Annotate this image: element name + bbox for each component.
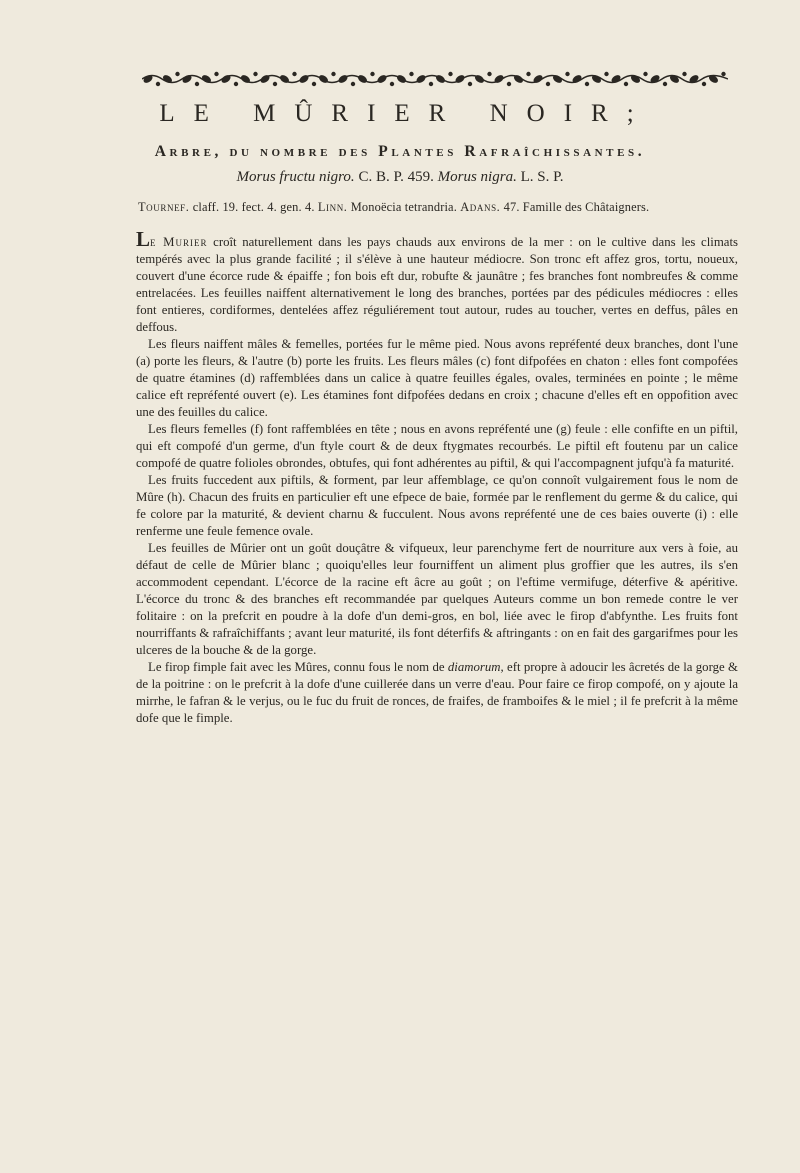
paragraph-6-text-a: Le firop fimple fait avec les Mûres, connu fous le nom de [148, 660, 445, 674]
paragraph-5: Les feuilles de Mûrier ont un goût douçâtre & vifqueux, leur parenchyme fert de nourriture aux vers à foie, au défaut de celle de Mûrier blanc ; quoiqu'elles leur fourniffent un aliment plus groffier que les autres, ils s'en accommodent cependant. L'écorce de la racine eft âcre au goût ; on l'eftime vermifuge, déterfive & apéritive. L'écorce du tronc & des branches eft recommandée par quelques Auteurs comme un bon remede contre le ver folitaire : on la prefcrit en poudre à la dofe d'un demi-gros, en bol, liée avec le firop d'abfynthe. Les fruits font nourriffants & rafraîchiffants ; avant leur maturité, ils font déterfifs & aftringants : on en fait des gargarifmes pour les ulceres de la bouche & de la gorge. [136, 541, 738, 657]
classif-text-adans: 47. Famille des Châtaigners. [503, 200, 650, 214]
paragraph-4: Les fruits fuccedent aux piftils, & forment, par leur affemblage, ce qu'on connoît vulgairement fous le nom de Mûre (h). Chacun des fruits en particulier eft une efpece de baie, formée par le renflement du germe & du calice, qui fe colore par la maturité, & devient charnu & fucculent. Nous avons repréfenté une de ces baies ouverte (i) : elle renferme une feule femence ovale. [136, 473, 738, 538]
paragraph-6 [136, 659, 738, 727]
classif-author-tournef: Tournef. [138, 200, 190, 214]
body-text [136, 227, 738, 727]
classif-author-adans: Adans. [460, 200, 501, 214]
paragraph-3: Les fleurs femelles (f) font raffemblées en tête ; nous en avons repréfenté une (g) feule : elle confifte en un piftil, qui eft compofé d'un germe, d'un ftyle court & de deux ftygmates recourbés. Le piftil eft foutenu par un calice compofé de quatre folioles obrondes, obtufes, qui font adhérentes au piftil, & qui l'accompagnent jufqu'à fa maturité. [136, 422, 738, 470]
opening-smallcaps: e Murier [150, 235, 208, 249]
page-subtitle: Arbre, du nombre des Plantes Rafraîchissantes. [154, 143, 646, 160]
latin-ref-2: L. S. P. [520, 169, 564, 185]
latin-name-1: Morus fructu nigro. [236, 169, 355, 185]
latin-name-2: Morus nigra. [437, 169, 517, 185]
paragraph-2: Les fleurs naiffent mâles & femelles, portées fur le même pied. Nous avons repréfenté deux branches, dont l'une (a) porte les fleurs, & l'autre (b) porte les fruits. Les fleurs mâles (c) font difpofées en chaton : elles font compofées de quatre étamines (d) raffemblées dans un calice à quatre feuilles égales, ovales, terminées en pointe ; le même calice eft repréfenté ouvert (e). Les étamines font difpofées dedans en croix ; chacune d'elles eft en oppofition avec une des feuilles du calice. [136, 337, 738, 419]
classif-author-linn: Linn. [317, 200, 348, 214]
paragraph-1-text: croît naturellement dans les pays chauds aux environs de la mer : on le cultive dans les climats tempérés avec la plus grande facilité ; il s'élève à une hauteur médiocre. Son tronc eft affez gros, tortu, noueux, couvert d'une écorce rude & épaiffe ; fon bois eft dur, robufte & jaunâtre ; fes branches font nombreufes & comme entrelacées. Les feuilles naiffent alternativement le long des branches, portées par des pédicules médiocres : elles font entieres, cordiformes, dentelées affez réguliérement tout autour, rudes au toucher, vertes en deffus, pâles en deffous. [136, 235, 738, 334]
drop-cap: L [136, 227, 151, 251]
latin-names-line [0, 169, 800, 186]
classif-text-tournef: claff. 19. fect. 4. gen. 4. [192, 200, 315, 214]
classif-text-linn: Monoëcia tetrandria. [350, 200, 457, 214]
classification-line [138, 200, 738, 215]
decorative-border-ornament [142, 70, 728, 88]
paragraph-6-term: diamorum, [447, 660, 504, 674]
paragraph-6-text-b: eft propre à adoucir les âcretés de la gorge & de la poitrine : on le prefcrit à la dofe d'une cuillerée dans un verre d'eau. Pour faire ce firop compofé, on y ajoute la mirrhe, le fafran & le verjus, ou le fuc du fruit de ronces, de fraifes, de framboifes & le miel ; il fe prefcrit à la même dofe que le fimple. [136, 660, 738, 725]
latin-ref-1: C. B. P. 459. [358, 169, 434, 185]
paragraph-1 [136, 227, 738, 336]
page-title: LE MÛRIER NOIR; [159, 100, 653, 127]
